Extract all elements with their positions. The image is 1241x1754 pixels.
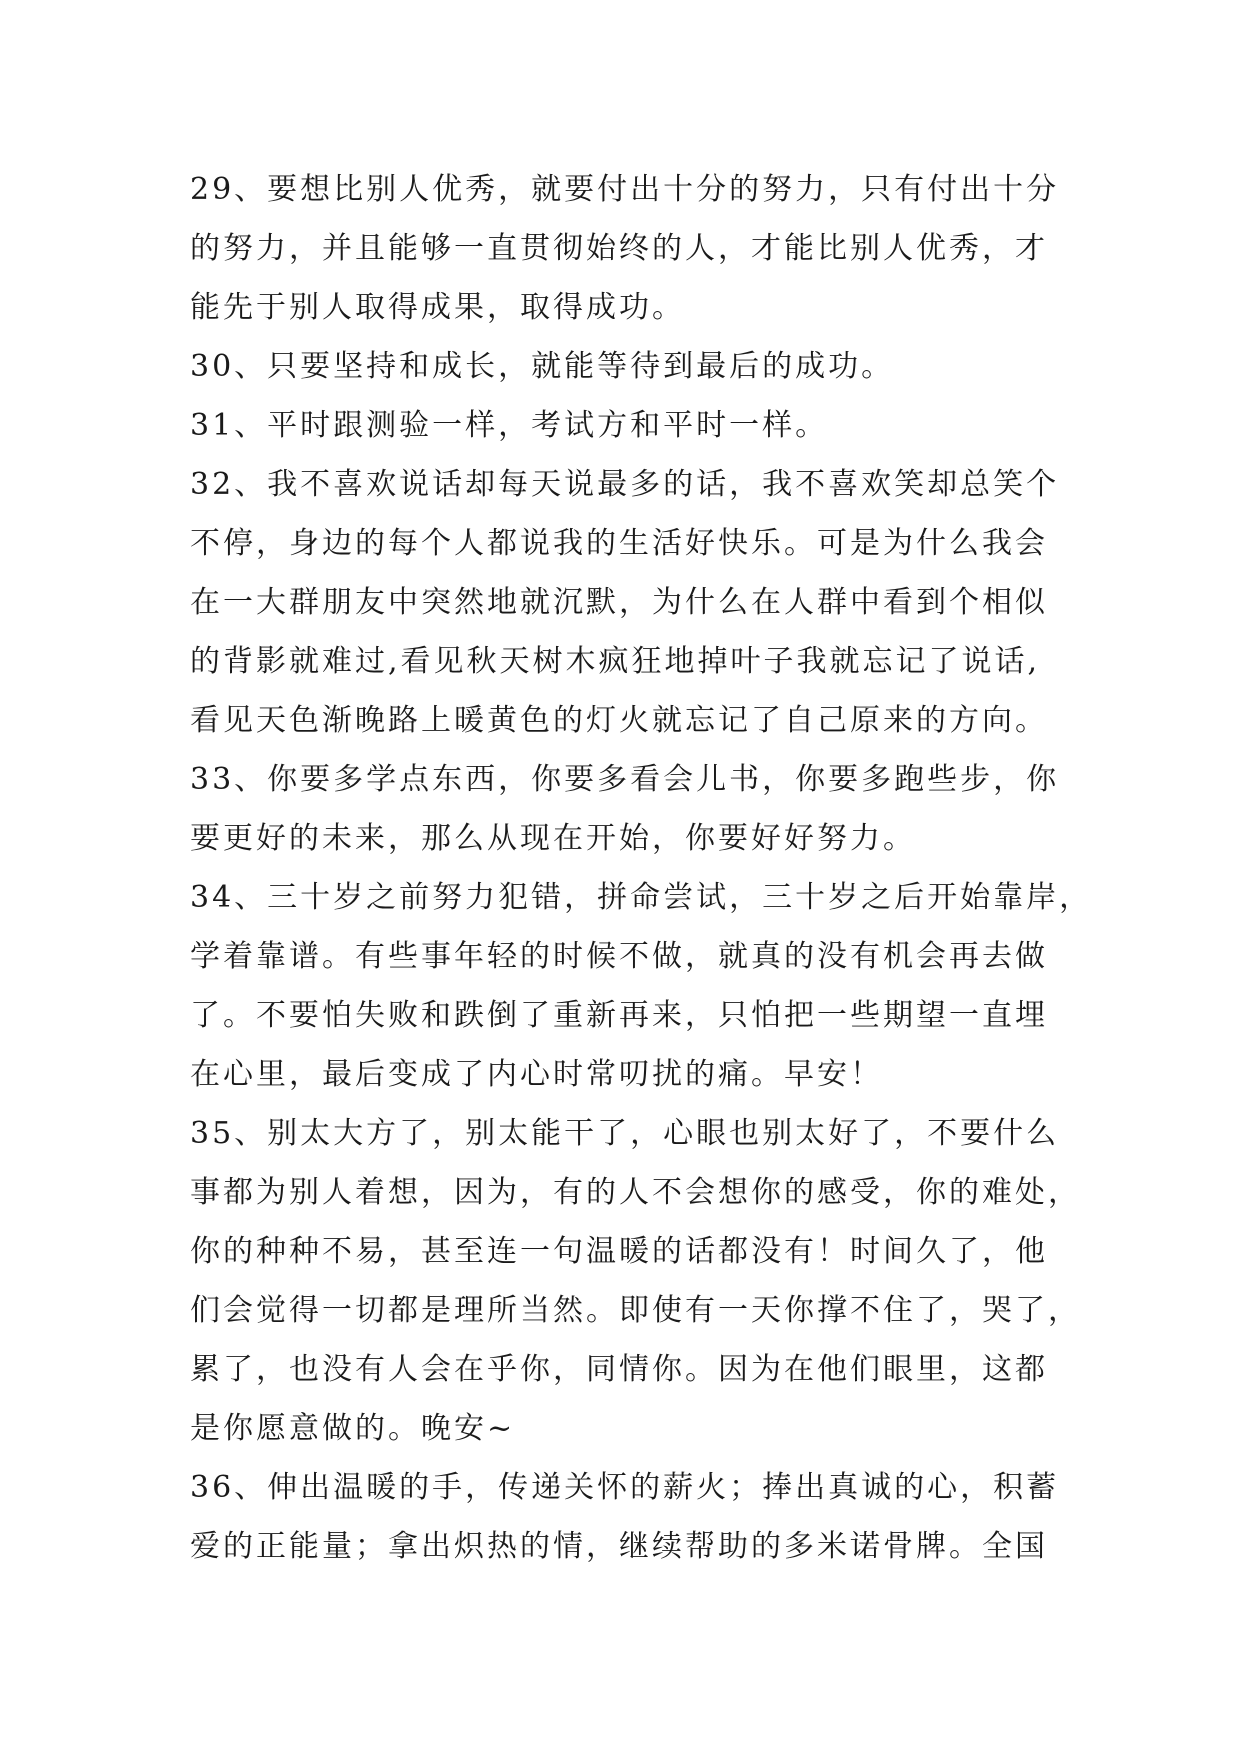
- text-line-9: 的背影就难过,看见秋天树木疯狂地掉叶子我就忘记了说话,: [190, 644, 1041, 679]
- text-line-20: 们会觉得一切都是理所当然。即使有一天你撑不住了，哭了，: [190, 1293, 1081, 1328]
- text-line-24: 爱的正能量；拿出炽热的情，继续帮助的多米诺骨牌。全国: [190, 1529, 1048, 1564]
- text-line-17: 35、别太大方了，别太能干了，心眼也别太好了，不要什么: [190, 1116, 1060, 1151]
- text-line-5: 31、平时跟测验一样，考试方和平时一样。: [190, 408, 829, 443]
- text-line-11: 33、你要多学点东西，你要多看会儿书，你要多跑些步，你: [190, 762, 1060, 797]
- text-line-18: 事都为别人着想，因为，有的人不会想你的感受，你的难处，: [190, 1175, 1081, 1210]
- text-line-1: 29、要想比别人优秀，就要付出十分的努力，只有付出十分: [190, 172, 1060, 207]
- text-line-19: 你的种种不易，甚至连一句温暖的话都没有！时间久了，他: [190, 1234, 1048, 1269]
- text-line-21: 累了，也没有人会在乎你，同情你。因为在他们眼里，这都: [190, 1352, 1048, 1387]
- text-line-2: 的努力，并且能够一直贯彻始终的人，才能比别人优秀，才: [190, 231, 1048, 266]
- text-line-4: 30、只要坚持和成长，就能等待到最后的成功。: [190, 349, 895, 384]
- text-line-14: 学着靠谱。有些事年轻的时候不做，就真的没有机会再去做: [190, 939, 1048, 974]
- text-line-22: 是你愿意做的。晚安~: [190, 1411, 516, 1446]
- text-line-10: 看见天色渐晚路上暖黄色的灯火就忘记了自己原来的方向。: [190, 703, 1048, 738]
- text-line-13: 34、三十岁之前努力犯错，拼命尝试，三十岁之后开始靠岸，: [190, 880, 1093, 915]
- text-line-12: 要更好的未来，那么从现在开始，你要好好努力。: [190, 821, 916, 856]
- document-body: [190, 160, 1093, 1576]
- text-line-15: 了。不要怕失败和跌倒了重新再来，只怕把一些期望一直埋: [190, 998, 1048, 1033]
- text-line-7: 不停，身边的每个人都说我的生活好快乐。可是为什么我会: [190, 526, 1048, 561]
- text-line-8: 在一大群朋友中突然地就沉默，为什么在人群中看到个相似: [190, 585, 1048, 620]
- text-line-23: 36、伸出温暖的手，传递关怀的薪火；捧出真诚的心，积蓄: [190, 1470, 1060, 1505]
- text-line-6: 32、我不喜欢说话却每天说最多的话，我不喜欢笑却总笑个: [190, 467, 1060, 502]
- text-line-3: 能先于别人取得成果，取得成功。: [190, 290, 685, 325]
- text-line-16: 在心里，最后变成了内心时常叨扰的痛。早安！: [190, 1057, 883, 1092]
